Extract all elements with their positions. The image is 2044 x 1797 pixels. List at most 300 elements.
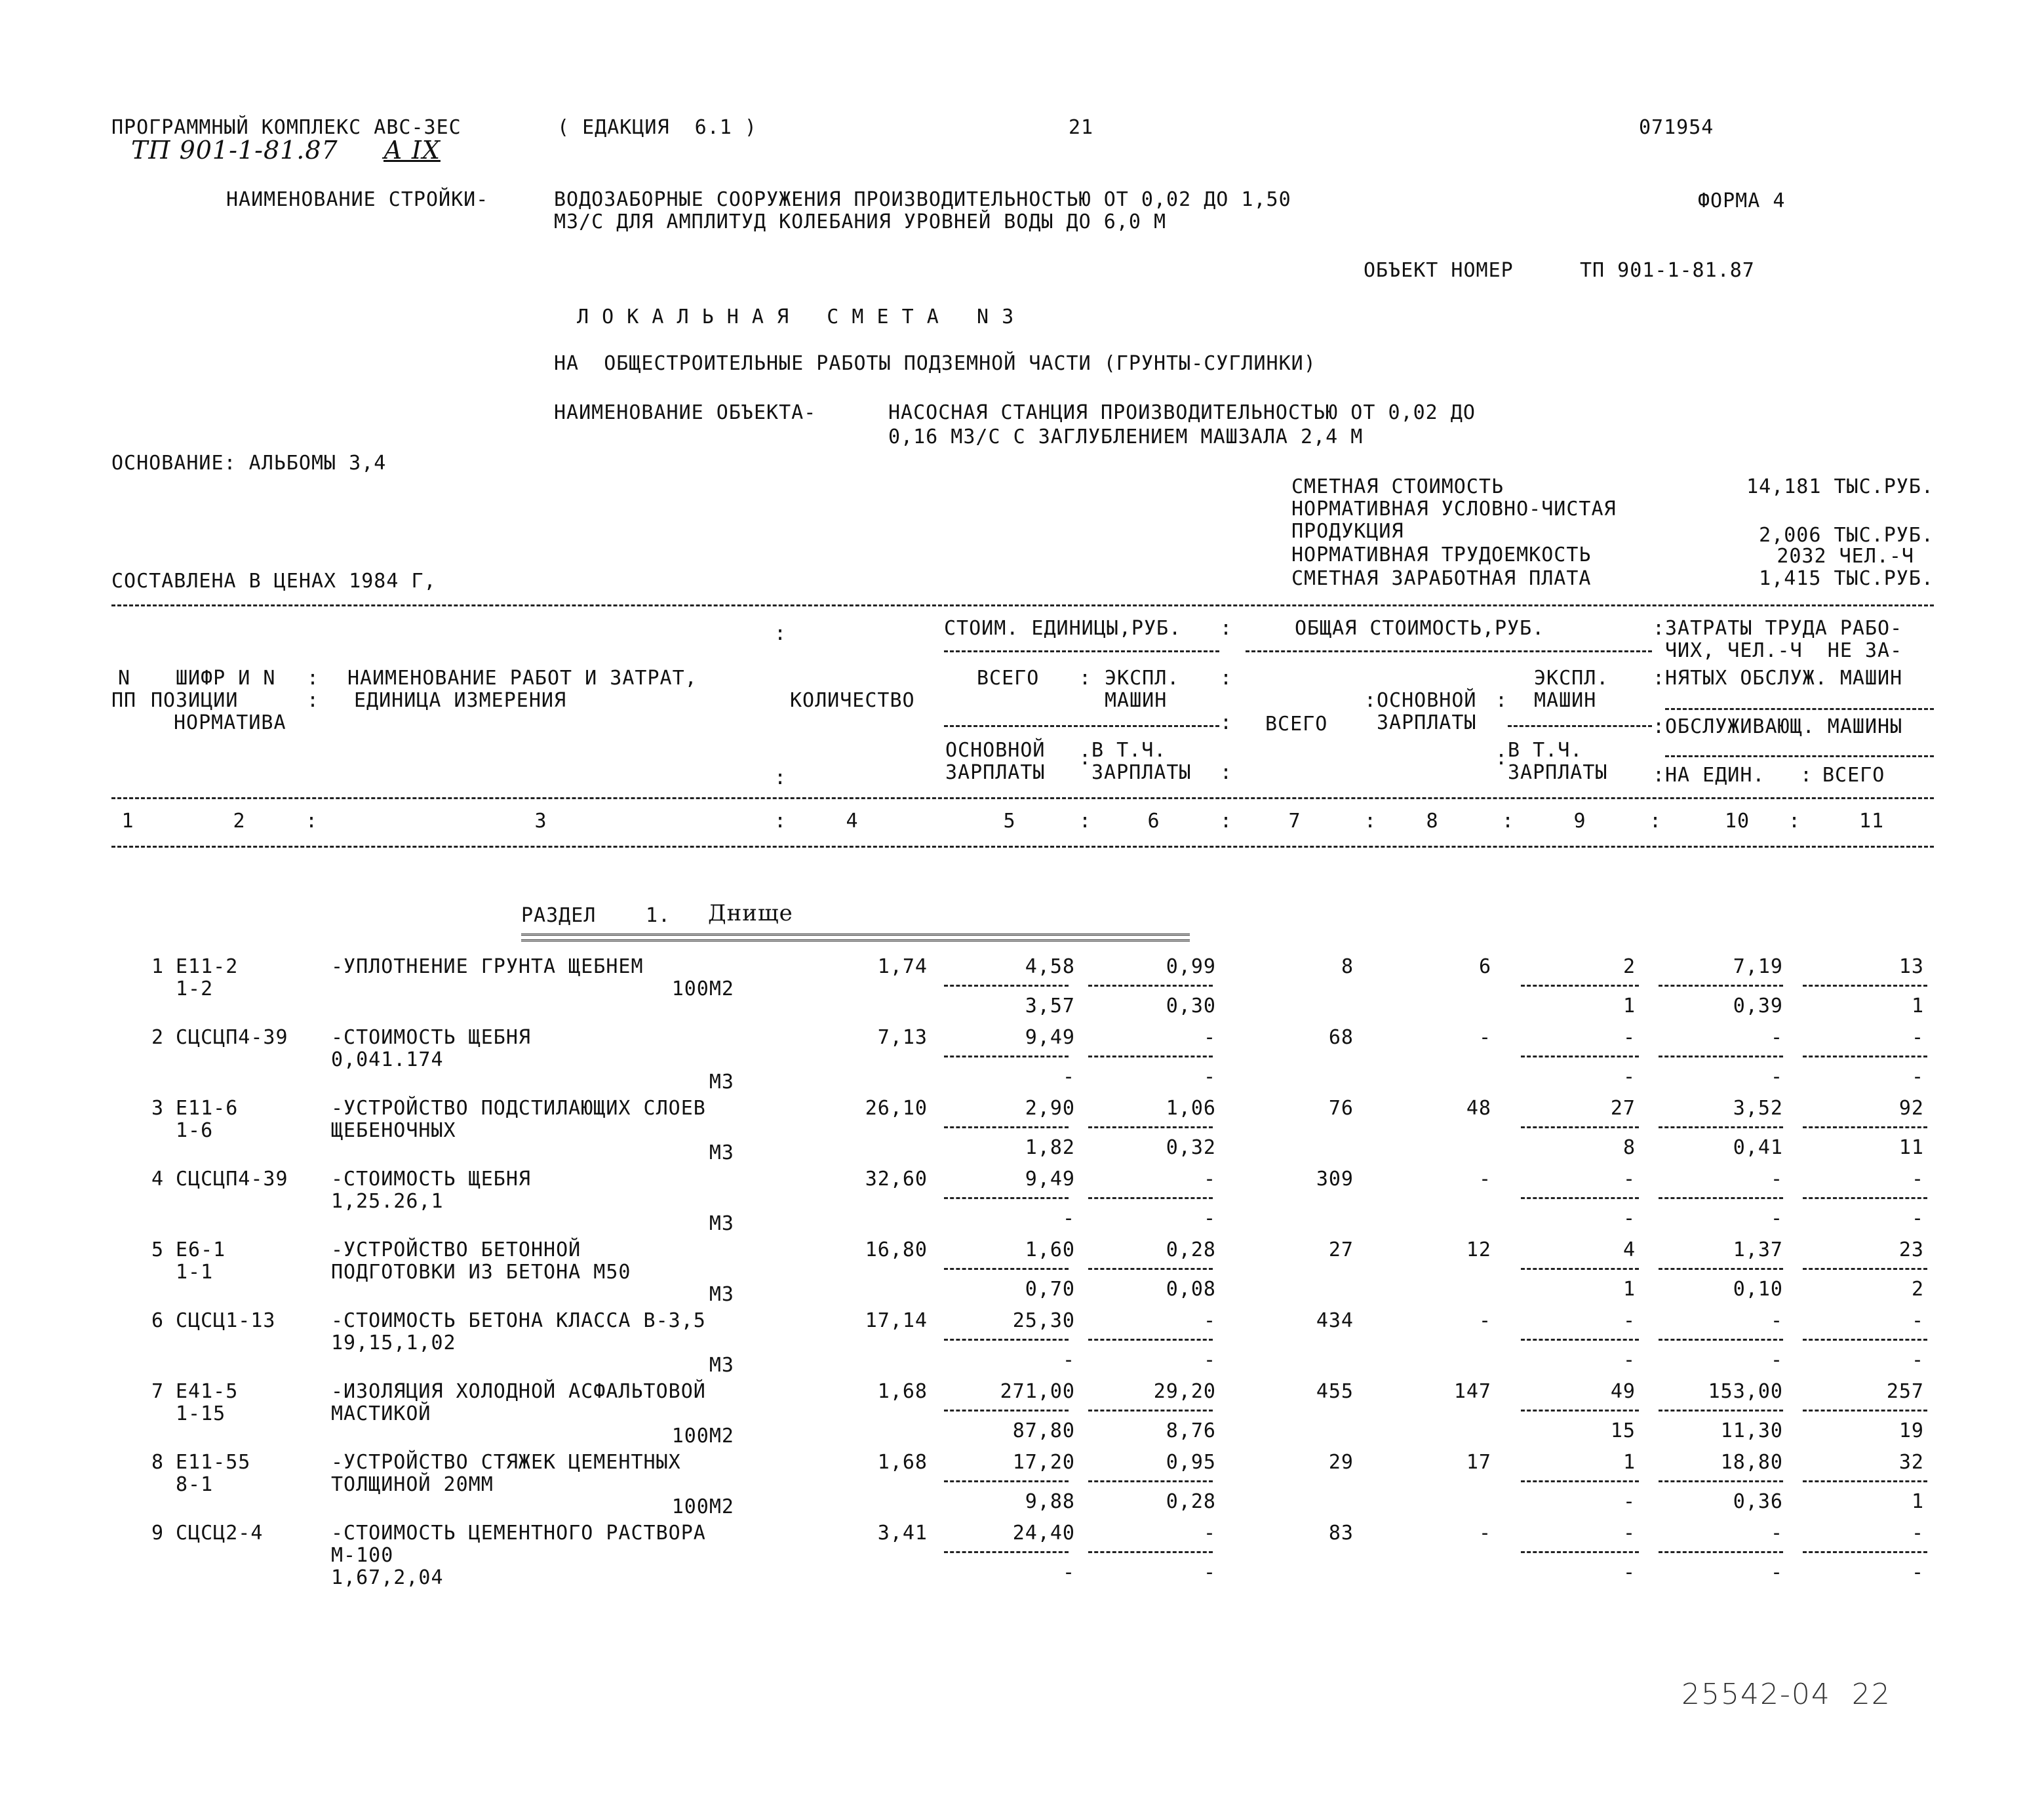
row-total-wages: - [1478, 1026, 1491, 1049]
row-unit-cost-total: 2,90 [1025, 1097, 1075, 1120]
row-unit-wages: 87,80 [1012, 1419, 1075, 1442]
cell-underline [1521, 1056, 1639, 1057]
cell-underline [1088, 1480, 1213, 1482]
cell-underline [1659, 1339, 1783, 1341]
row-unit: 100М2 [671, 1425, 734, 1448]
column-separator: : [1219, 761, 1232, 784]
row-labor-per-unit: - [1770, 1026, 1783, 1049]
row-code-sub: 1-6 [176, 1119, 214, 1142]
row-unit-machine-wages: 0,32 [1166, 1136, 1216, 1159]
row-labor-per-unit: 18,80 [1720, 1451, 1783, 1474]
row-code: СЦСЦП4-39 [176, 1168, 288, 1191]
header-rule [1665, 755, 1934, 757]
row-unit-wages: - [1062, 1561, 1075, 1584]
row-unit-cost-machines: 0,99 [1166, 955, 1216, 978]
row-unit-wages: 9,88 [1025, 1490, 1075, 1513]
row-unit-cost-machines: - [1203, 1522, 1216, 1545]
cell-underline [1521, 1551, 1639, 1553]
edition: ( ЕДАКЦИЯ 6.1 ) [557, 116, 757, 139]
handwritten-album: А IX [383, 136, 441, 165]
row-labor-per-unit: 1,37 [1733, 1238, 1783, 1261]
row-labor-total: 13 [1898, 955, 1924, 978]
row-unit-machine-wages: - [1203, 1065, 1216, 1088]
row-total-machines: 2 [1622, 955, 1636, 978]
row-total-machine-wages: 1 [1622, 1278, 1636, 1301]
col-header-name: НАИМЕНОВАНИЕ РАБОТ И ЗАТРАТ, [347, 667, 698, 690]
column-separator: : [1078, 667, 1091, 690]
row-description: -СТОИМОСТЬ БЕТОНА КЛАССА В-3,5 [331, 1309, 706, 1332]
row-code: Е6-1 [176, 1238, 226, 1261]
table-numbers-rule [111, 846, 1934, 848]
cell-underline [1803, 1268, 1927, 1270]
header-rule [944, 650, 1219, 652]
row-total-machine-wages: 15 [1610, 1419, 1636, 1442]
column-separator: : [1649, 810, 1662, 833]
row-total-machine-wages: - [1622, 1207, 1636, 1230]
cell-underline [1659, 985, 1783, 987]
row-number: 1 [151, 955, 164, 978]
row-machine-labor-total: 19 [1898, 1419, 1924, 1442]
row-unit-wages: - [1062, 1349, 1075, 1372]
cell-underline [1521, 1197, 1639, 1199]
row-description-2: ПОДГОТОВКИ ИЗ БЕТОНА М50 [331, 1261, 631, 1284]
cell-underline [1803, 1410, 1927, 1412]
row-total-cost: 76 [1328, 1097, 1354, 1120]
column-number: 3 [534, 810, 547, 833]
cell-underline [1088, 1056, 1213, 1057]
header-rule [1246, 650, 1652, 652]
col-header-incl: В Т.Ч. [1508, 739, 1583, 762]
cell-underline [1803, 1056, 1927, 1057]
column-separator: : [1078, 747, 1091, 770]
row-unit: М3 [709, 1141, 734, 1164]
row-labor-per-unit: 7,19 [1733, 955, 1783, 978]
column-separator: : [1799, 764, 1813, 787]
object-number-label: ОБЪЕКТ НОМЕР [1364, 259, 1514, 282]
row-unit-cost-total: 9,49 [1025, 1026, 1075, 1049]
row-quantity: 16,80 [865, 1238, 928, 1261]
row-unit: 100М2 [671, 977, 734, 1000]
row-unit-wages: 0,70 [1025, 1278, 1075, 1301]
cell-underline [944, 985, 1069, 987]
cell-underline [1088, 1268, 1213, 1270]
section-label: РАЗДЕЛ [521, 904, 597, 927]
row-code: Е11-55 [176, 1451, 251, 1474]
row-unit-machine-wages: - [1203, 1349, 1216, 1372]
col-group-total-cost: ОБЩАЯ СТОИМОСТЬ,РУБ. [1295, 617, 1545, 640]
row-machine-labor-total: - [1911, 1065, 1924, 1088]
form-number: ФОРМА 4 [1698, 189, 1786, 212]
construction-line-1: ВОДОЗАБОРНЫЕ СООРУЖЕНИЯ ПРОИЗВОДИТЕЛЬНОСТЬЮ ОТ 0,02 ДО 1,50 [554, 188, 1291, 211]
col-header-wages: ОСНОВНОЙ [945, 739, 1046, 762]
row-total-wages: 17 [1466, 1451, 1491, 1474]
row-total-machine-wages: - [1622, 1349, 1636, 1372]
row-code: Е41-5 [176, 1380, 239, 1403]
cell-underline [1088, 1197, 1213, 1199]
column-number: 7 [1288, 810, 1301, 833]
cell-underline [944, 1197, 1069, 1199]
construction-line-2: М3/С ДЛЯ АМПЛИТУД КОЛЕБАНИЯ УРОВНЕЙ ВОДЫ ДО 6,0 М [554, 210, 1167, 233]
row-description-2: 1,25.26,1 [331, 1190, 444, 1213]
column-separator: : [1219, 711, 1232, 734]
row-total-cost: 434 [1316, 1309, 1354, 1332]
row-total-cost: 83 [1328, 1522, 1354, 1545]
row-total-wages: - [1478, 1309, 1491, 1332]
column-separator: : [774, 810, 787, 833]
row-machine-labor-per-unit: - [1770, 1207, 1783, 1230]
row-number: 7 [151, 1380, 164, 1403]
row-unit-cost-machines: - [1203, 1168, 1216, 1191]
row-description: -УПЛОТНЕНИЕ ГРУНТА ЩЕБНЕМ [331, 955, 644, 978]
cell-underline [944, 1268, 1069, 1270]
row-unit-wages: 3,57 [1025, 995, 1075, 1017]
column-number: 5 [1003, 810, 1016, 833]
row-code-sub: 8-1 [176, 1473, 214, 1496]
row-unit: 100М2 [671, 1495, 734, 1518]
row-labor-per-unit: 3,52 [1733, 1097, 1783, 1120]
row-unit: М3 [709, 1354, 734, 1377]
row-description: -СТОИМОСТЬ ЩЕБНЯ [331, 1026, 531, 1049]
cell-underline [944, 1126, 1069, 1128]
row-machine-labor-total: 1 [1911, 1490, 1924, 1513]
row-labor-total: - [1911, 1309, 1924, 1332]
row-quantity: 1,68 [877, 1451, 928, 1474]
row-number: 5 [151, 1238, 164, 1261]
row-unit-wages: - [1062, 1207, 1075, 1230]
col-header-code: ШИФР И N [176, 667, 276, 690]
column-separator: : [1652, 667, 1665, 690]
cell-underline [944, 1551, 1069, 1553]
cell-underline [1659, 1551, 1783, 1553]
row-code: СЦСЦП4-39 [176, 1026, 288, 1049]
row-labor-total: - [1911, 1522, 1924, 1545]
row-unit-machine-wages: 0,30 [1166, 995, 1216, 1017]
row-description: -УСТРОЙСТВО ПОДСТИЛАЮЩИХ СЛОЕВ [331, 1097, 706, 1120]
row-unit-cost-total: 9,49 [1025, 1168, 1075, 1191]
row-total-machine-wages: - [1622, 1561, 1636, 1584]
col-group-unit-cost: СТОИМ. ЕДИНИЦЫ,РУБ. [944, 617, 1182, 640]
row-code: Е11-6 [176, 1097, 239, 1120]
column-number: 8 [1426, 810, 1439, 833]
cell-underline [1521, 1410, 1639, 1412]
cell-underline [1521, 1126, 1639, 1128]
row-labor-per-unit: 153,00 [1708, 1380, 1783, 1403]
column-separator: : [305, 810, 318, 833]
document-code: 071954 [1639, 116, 1714, 139]
row-total-cost: 455 [1316, 1380, 1354, 1403]
table-header-rule [111, 797, 1934, 799]
row-unit-wages: 1,82 [1025, 1136, 1075, 1159]
row-quantity: 1,68 [877, 1380, 928, 1403]
cell-underline [1659, 1480, 1783, 1482]
row-total-cost: 8 [1341, 955, 1354, 978]
row-total-wages: 6 [1478, 955, 1491, 978]
cell-underline [1088, 1339, 1213, 1341]
row-unit-machine-wages: 8,76 [1166, 1419, 1216, 1442]
row-machine-labor-per-unit: - [1770, 1349, 1783, 1372]
cell-underline [1803, 985, 1927, 987]
row-total-cost: 309 [1316, 1168, 1354, 1191]
col-header-incl: ЗАРПЛАТЫ [1508, 761, 1608, 784]
column-separator: : [1501, 810, 1514, 833]
col-header-wages: ЗАРПЛАТЫ [945, 761, 1046, 784]
row-machine-labor-total: 1 [1911, 995, 1924, 1017]
col-header-machines: МАШИН [1105, 689, 1168, 712]
row-number: 6 [151, 1309, 164, 1332]
col-header-incl: ЗАРПЛАТЫ [1091, 761, 1192, 784]
row-unit: М3 [709, 1212, 734, 1235]
column-separator: : [1219, 810, 1232, 833]
row-machine-labor-per-unit: 0,41 [1733, 1136, 1783, 1159]
row-code-sub: 1-1 [176, 1261, 214, 1284]
row-description-2: ТОЛЩИНОЙ 20ММ [331, 1473, 494, 1496]
summary-value: 14,181 ТЫС.РУБ. [1746, 475, 1934, 498]
column-separator: : [1652, 764, 1665, 787]
program-name: ПРОГРАММНЫЙ КОМПЛЕКС АВС-3ЕС [111, 116, 462, 139]
row-total-cost: 29 [1328, 1451, 1354, 1474]
row-code-sub: 1-15 [176, 1402, 226, 1425]
section-underline [521, 934, 1190, 941]
row-number: 3 [151, 1097, 164, 1120]
row-total-machine-wages: - [1622, 1065, 1636, 1088]
object-number: ТП 901-1-81.87 [1580, 259, 1755, 282]
col-header-total: ВСЕГО [977, 667, 1040, 690]
row-total-machines: 27 [1610, 1097, 1636, 1120]
cell-underline [1521, 1480, 1639, 1482]
cell-underline [1088, 1126, 1213, 1128]
row-unit-cost-total: 17,20 [1012, 1451, 1075, 1474]
row-total-machine-wages: 8 [1622, 1136, 1636, 1159]
row-code: СЦСЦ1-13 [176, 1309, 276, 1332]
row-machine-labor-per-unit: 0,10 [1733, 1278, 1783, 1301]
col-group-labor: ЗАТРАТЫ ТРУДА РАБО- [1665, 617, 1903, 640]
row-total-machines: - [1622, 1309, 1636, 1332]
row-code: СЦСЦ2-4 [176, 1522, 264, 1545]
row-total-machine-wages: 1 [1622, 995, 1636, 1017]
header-rule [1665, 708, 1934, 710]
cell-underline [1659, 1126, 1783, 1128]
prices-note: СОСТАВЛЕНА В ЦЕНАХ 1984 Г, [111, 570, 437, 593]
row-labor-total: 92 [1898, 1097, 1924, 1120]
cell-underline [1803, 1480, 1927, 1482]
handwritten-project-ref: ТП 901-1-81.87 [131, 136, 338, 165]
column-separator: : [306, 689, 319, 712]
row-quantity: 3,41 [877, 1522, 928, 1545]
col-header-machines: МАШИН [1534, 689, 1597, 712]
summary-label: НОРМАТИВНАЯ ТРУДОЕМКОСТЬ [1291, 543, 1592, 566]
object-line-1: НАСОСНАЯ СТАНЦИЯ ПРОИЗВОДИТЕЛЬНОСТЬЮ ОТ 0,02 ДО [888, 401, 1476, 424]
col-header-code: ПОЗИЦИИ [151, 689, 239, 712]
row-total-cost: 27 [1328, 1238, 1354, 1261]
col-group-labor: НЯТЫХ ОБСЛУЖ. МАШИН [1665, 667, 1903, 690]
column-number: 4 [846, 810, 859, 833]
row-number: 8 [151, 1451, 164, 1474]
row-total-machines: - [1622, 1522, 1636, 1545]
row-description-3: 1,67,2,04 [331, 1566, 444, 1589]
row-machine-labor-total: - [1911, 1207, 1924, 1230]
row-description: -ИЗОЛЯЦИЯ ХОЛОДНОЙ АСФАЛЬТОВОЙ [331, 1380, 706, 1403]
row-unit-cost-total: 1,60 [1025, 1238, 1075, 1261]
row-code: Е11-2 [176, 955, 239, 978]
row-description-2: М-100 [331, 1544, 394, 1567]
row-description: -УСТРОЙСТВО СТЯЖЕК ЦЕМЕНТНЫХ [331, 1451, 681, 1474]
row-labor-total: 23 [1898, 1238, 1924, 1261]
col-header-n: N [118, 667, 131, 690]
cell-underline [1803, 1197, 1927, 1199]
cell-underline [1088, 1410, 1213, 1412]
column-separator: : [1652, 617, 1665, 640]
row-description: -СТОИМОСТЬ ЩЕБНЯ [331, 1168, 531, 1191]
column-separator: : [774, 766, 787, 789]
row-unit-cost-total: 4,58 [1025, 955, 1075, 978]
row-unit-machine-wages: 0,08 [1166, 1278, 1216, 1301]
column-separator: : [1788, 810, 1801, 833]
column-number: 1 [121, 810, 134, 833]
row-description-2: ЩЕБЕНОЧНЫХ [331, 1119, 456, 1142]
row-unit: М3 [709, 1283, 734, 1306]
row-machine-labor-total: - [1911, 1561, 1924, 1584]
column-separator: : [306, 667, 319, 690]
row-code-sub: 1-2 [176, 977, 214, 1000]
row-machine-labor-per-unit: - [1770, 1065, 1783, 1088]
col-group-labor: ЧИХ, ЧЕЛ.-Ч НЕ ЗА- [1665, 639, 1903, 662]
row-unit: М3 [709, 1071, 734, 1094]
handwritten-footer-number: 25542-04 22 [1681, 1678, 1891, 1711]
row-unit-cost-total: 24,40 [1012, 1522, 1075, 1545]
row-machine-labor-total: 11 [1898, 1136, 1924, 1159]
cell-underline [944, 1480, 1069, 1482]
document-subtitle: НА ОБЩЕСТРОИТЕЛЬНЫЕ РАБОТЫ ПОДЗЕМНОЙ ЧАСТИ (ГРУНТЫ-СУГЛИНКИ) [554, 352, 1316, 375]
row-total-wages: - [1478, 1522, 1491, 1545]
row-machine-labor-total: - [1911, 1349, 1924, 1372]
row-labor-total: - [1911, 1168, 1924, 1191]
column-separator: : [1364, 689, 1377, 712]
page-number: 21 [1069, 116, 1094, 139]
column-number: 6 [1147, 810, 1160, 833]
row-number: 4 [151, 1168, 164, 1191]
row-total-cost: 68 [1328, 1026, 1354, 1049]
cell-underline [944, 1410, 1069, 1412]
summary-value: 2,006 ТЫС.РУБ. [1759, 524, 1934, 547]
cell-underline [944, 1339, 1069, 1341]
cell-underline [1659, 1197, 1783, 1199]
col-header-total: ВСЕГО [1265, 713, 1328, 736]
row-quantity: 7,13 [877, 1026, 928, 1049]
summary-label: НОРМАТИВНАЯ УСЛОВНО-ЧИСТАЯ [1291, 498, 1617, 521]
row-description-2: 19,15,1,02 [331, 1332, 456, 1354]
col-header-wages: ОСНОВНОЙ [1377, 689, 1477, 712]
col-header-wages: ЗАРПЛАТЫ [1377, 711, 1477, 734]
row-total-wages: 147 [1453, 1380, 1491, 1403]
object-label: НАИМЕНОВАНИЕ ОБЪЕКТА- [554, 401, 817, 424]
row-number: 2 [151, 1026, 164, 1049]
row-unit-machine-wages: - [1203, 1207, 1216, 1230]
summary-value: 2032 ЧЕЛ.-Ч [1777, 545, 1914, 568]
row-quantity: 17,14 [865, 1309, 928, 1332]
cell-underline [1088, 985, 1213, 987]
column-number: 9 [1573, 810, 1586, 833]
row-unit-cost-machines: 29,20 [1153, 1380, 1216, 1403]
summary-label: ПРОДУКЦИЯ [1291, 520, 1404, 543]
col-header-pp: ПП [111, 689, 137, 712]
row-labor-total: 257 [1886, 1380, 1924, 1403]
column-separator: : [1219, 667, 1232, 690]
row-total-machines: 4 [1622, 1238, 1636, 1261]
document-title: Л О К А Л Ь Н А Я С М Е Т А N 3 [577, 306, 1015, 328]
row-total-wages: - [1478, 1168, 1491, 1191]
row-total-machines: 1 [1622, 1451, 1636, 1474]
cell-underline [1803, 1339, 1927, 1341]
row-quantity: 32,60 [865, 1168, 928, 1191]
row-unit-cost-machines: - [1203, 1026, 1216, 1049]
col-header-machines: ЭКСПЛ. [1105, 667, 1180, 690]
cell-underline [1521, 985, 1639, 987]
row-unit-cost-machines: - [1203, 1309, 1216, 1332]
row-machine-labor-per-unit: - [1770, 1561, 1783, 1584]
section-title: Днище [708, 900, 793, 926]
cell-underline [1803, 1551, 1927, 1553]
summary-value: 1,415 ТЫС.РУБ. [1759, 567, 1934, 590]
column-number: 2 [233, 810, 246, 833]
row-machine-labor-per-unit: 0,36 [1733, 1490, 1783, 1513]
row-labor-per-unit: - [1770, 1522, 1783, 1545]
column-separator: : [1364, 810, 1377, 833]
row-unit-machine-wages: 0,28 [1166, 1490, 1216, 1513]
row-total-wages: 48 [1466, 1097, 1491, 1120]
column-number: 11 [1858, 810, 1885, 833]
col-header-name: ЕДИНИЦА ИЗМЕРЕНИЯ [354, 689, 567, 712]
row-quantity: 26,10 [865, 1097, 928, 1120]
basis: ОСНОВАНИЕ: АЛЬБОМЫ 3,4 [111, 452, 387, 475]
cell-underline [1088, 1551, 1213, 1553]
row-unit-wages: - [1062, 1065, 1075, 1088]
row-unit-machine-wages: - [1203, 1561, 1216, 1584]
row-quantity: 1,74 [877, 955, 928, 978]
row-total-machine-wages: - [1622, 1490, 1636, 1513]
row-total-machines: - [1622, 1026, 1636, 1049]
cell-underline [1521, 1339, 1639, 1341]
object-line-2: 0,16 М3/С С ЗАГЛУБЛЕНИЕМ МАШЗАЛА 2,4 М [888, 425, 1364, 448]
row-labor-per-unit: - [1770, 1309, 1783, 1332]
cell-underline [944, 1056, 1069, 1057]
row-description-2: МАСТИКОЙ [331, 1402, 431, 1425]
cell-underline [1659, 1410, 1783, 1412]
header-rule [944, 725, 1219, 727]
header-rule [1508, 725, 1652, 727]
col-header-machines: ЭКСПЛ. [1534, 667, 1609, 690]
row-total-wages: 12 [1466, 1238, 1491, 1261]
column-separator: : [1495, 689, 1508, 712]
row-description: -УСТРОЙСТВО БЕТОННОЙ [331, 1238, 581, 1261]
row-description-2: 0,041.174 [331, 1048, 444, 1071]
row-unit-cost-machines: 0,95 [1166, 1451, 1216, 1474]
row-total-machines: - [1622, 1168, 1636, 1191]
column-separator: : [1078, 810, 1091, 833]
column-separator: : [1652, 715, 1665, 738]
column-separator: : [774, 622, 787, 645]
summary-label: СМЕТНАЯ СТОИМОСТЬ [1291, 475, 1504, 498]
row-unit-cost-machines: 0,28 [1166, 1238, 1216, 1261]
row-machine-labor-per-unit: 11,30 [1720, 1419, 1783, 1442]
row-number: 9 [151, 1522, 164, 1545]
cell-underline [1803, 1126, 1927, 1128]
row-machine-labor-per-unit: 0,39 [1733, 995, 1783, 1017]
col-header-per-unit: НА ЕДИН. [1665, 764, 1765, 787]
col-group-labor: ОБСЛУЖИВАЮЩ. МАШИНЫ [1665, 715, 1903, 738]
row-unit-cost-total: 271,00 [1000, 1380, 1075, 1403]
summary-label: СМЕТНАЯ ЗАРАБОТНАЯ ПЛАТА [1291, 567, 1592, 590]
cell-underline [1521, 1268, 1639, 1270]
